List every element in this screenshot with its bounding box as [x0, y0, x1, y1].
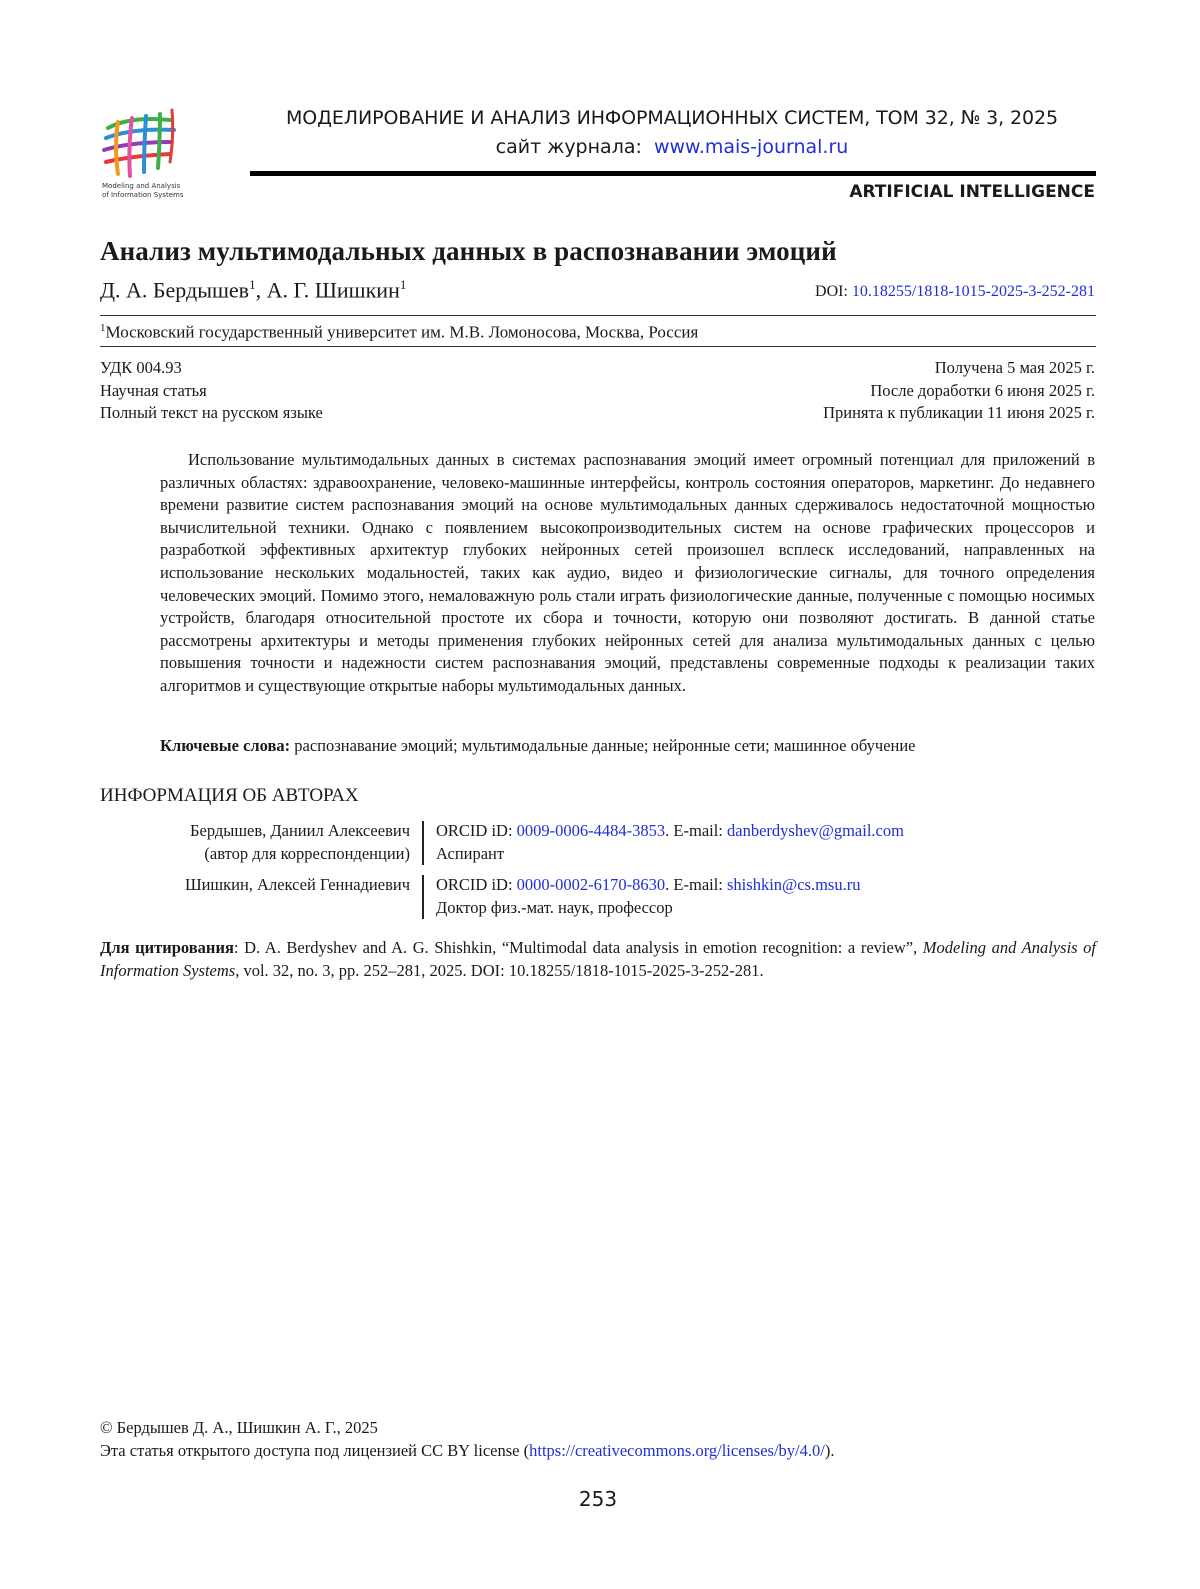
author-2: А. Г. Шишкин	[266, 277, 400, 303]
author-1-position: Аспирант	[436, 844, 505, 863]
article-type: Научная статья	[100, 380, 207, 400]
authors-info-heading: ИНФОРМАЦИЯ ОБ АВТОРАХ	[100, 785, 359, 806]
abstract: Использование мультимодальных данных в системах распознавания эмоций имеет огромный потенциал для приложений в различных областях: здравоохранение, человеко-машинные интерфейсы, контроль состояния операторов, маркетинг. До недавнего времени развитие систем распознавания эмоций на основе мультимодальных данных сдерживалось недостаточной мощностью вычислительной техники. Однако с появлением высокопроизводительных систем на основе графических процессоров и разработкой эффективных архитектур глубоких нейронных сетей произошел всплеск исследований, направленных на использование нескольких модальностей, таких как аудио, видео и физиологические сигналы, для точного определения человеческих эмоций. Помимо этого, немаловажную роль стали играть физиологические данные, полученные с помощью носимых устройств, благодаря относительной простоте их сбора и точности, которую они позволяют достигать. В данной статье рассмотрены архитектуры и методы применения глубоких нейронных сетей для анализа мультимодальных данных с целью повышения точности и надежности систем распознавания эмоций, представлены современные подходы к реализации таких алгоритмов и существующие открытые наборы мультимодальных данных.	[160, 450, 1095, 695]
author-2-contacts	[436, 873, 860, 896]
author-separator: ,	[255, 277, 267, 303]
author-1-divider	[422, 821, 424, 865]
author-2-email-link[interactable]: shishkin@cs.msu.ru	[727, 875, 861, 894]
keywords-text: распознавание эмоций; мультимодальные данные; нейронные сети; машинное обучение	[290, 736, 916, 755]
page-number: 253	[578, 1487, 618, 1511]
author-info-2	[100, 873, 1096, 921]
doi	[815, 283, 1095, 301]
title-rule	[100, 315, 1096, 316]
license-link[interactable]: https://creativecommons.org/licenses/by/4.0/	[529, 1441, 825, 1460]
copyright: © Бердышев Д. А., Шишкин А. Г., 2025	[100, 1418, 378, 1437]
citation	[100, 936, 1096, 982]
author-1-note: (автор для корреспонденции)	[204, 844, 410, 863]
udc: УДК 004.93	[100, 358, 182, 377]
author-1-email-label: . E-mail:	[665, 821, 728, 840]
author-1: Д. А. Бердышев	[100, 277, 250, 303]
affiliation	[100, 322, 698, 343]
author-1-fullname: Бердышев, Даниил Алексеевич	[190, 821, 410, 840]
doi-link[interactable]: 10.18255/1818-1015-2025-3-252-281	[851, 283, 1095, 300]
citation-part2: , vol. 32, no. 3, pp. 252–281, 2025. DOI: 10.18255/1818-1015-2025-3-252-281.	[235, 961, 764, 980]
author-2-divider	[422, 875, 424, 919]
license	[100, 1439, 834, 1462]
citation-journal: Modeling and Analysis of Information Systems	[100, 938, 1096, 980]
author-2-email-label: . E-mail:	[665, 875, 728, 894]
accepted-date: Принята к публикации 11 июня 2025 г.	[823, 403, 1095, 422]
journal-site	[252, 136, 1092, 158]
author-2-position: Доктор физ.-мат. наук, профессор	[436, 898, 673, 917]
doi-label: DOI:	[815, 283, 848, 300]
author-2-orcid-link[interactable]: 0000-0002-6170-8630	[516, 875, 666, 894]
author-info-1	[100, 819, 1096, 867]
author-list	[100, 277, 406, 303]
site-label: сайт журнала:	[495, 136, 642, 158]
keywords	[160, 736, 1095, 756]
article-language: Полный текст на русском языке	[100, 403, 323, 422]
author-1-contacts	[436, 819, 904, 842]
author-1-orcid-link[interactable]: 0009-0006-4484-3853	[516, 821, 666, 840]
citation-part1: D. A. Berdyshev and A. G. Shishkin, “Multimodal data analysis in emotion recognition: a review”,	[244, 938, 923, 957]
citation-colon: :	[233, 938, 245, 957]
received-date: Получена 5 мая 2025 г.	[934, 358, 1095, 377]
journal-title: МОДЕЛИРОВАНИЕ И АНАЛИЗ ИНФОРМАЦИОННЫХ СИСТЕМ, ТОМ 32, № 3, 2025	[285, 107, 1058, 129]
author-1-email-link[interactable]: danberdyshev@gmail.com	[727, 821, 904, 840]
site-link[interactable]: www.mais-journal.ru	[653, 136, 849, 158]
revised-date: После доработки 6 июня 2025 г.	[870, 380, 1095, 400]
journal-logo	[100, 106, 184, 202]
keywords-label: Ключевые слова:	[160, 736, 291, 755]
author-2-fullname: Шишкин, Алексей Геннадиевич	[184, 875, 410, 894]
header-rule	[250, 171, 1096, 176]
author-2-orcid-label: ORCID iD:	[436, 875, 517, 894]
author-1-affil: 1	[249, 277, 256, 292]
author-2-affil: 1	[399, 277, 407, 292]
logo-text-line1: Modeling and Analysis	[102, 182, 181, 190]
citation-label: Для цитирования	[100, 938, 234, 957]
license-pre: Эта статья открытого доступа под лицензией CC BY license (	[100, 1441, 530, 1460]
license-post: ).	[824, 1441, 835, 1460]
meta-right	[823, 357, 1095, 425]
article-title: Анализ мультимодальных данных в распознавании эмоций	[100, 236, 837, 266]
section-label: ARTIFICIAL INTELLIGENCE	[849, 182, 1095, 202]
affiliation-rule	[100, 346, 1096, 347]
affiliation-text: Московский государственный университет им. М.В. Ломоносова, Москва, Россия	[105, 322, 699, 342]
meta-left	[100, 357, 323, 425]
footer	[100, 1416, 834, 1462]
logo-text-line2: of Information Systems	[102, 191, 184, 199]
affiliation-number: 1	[100, 322, 106, 334]
journal-logo-icon	[100, 106, 184, 202]
author-1-orcid-label: ORCID iD:	[436, 821, 517, 840]
